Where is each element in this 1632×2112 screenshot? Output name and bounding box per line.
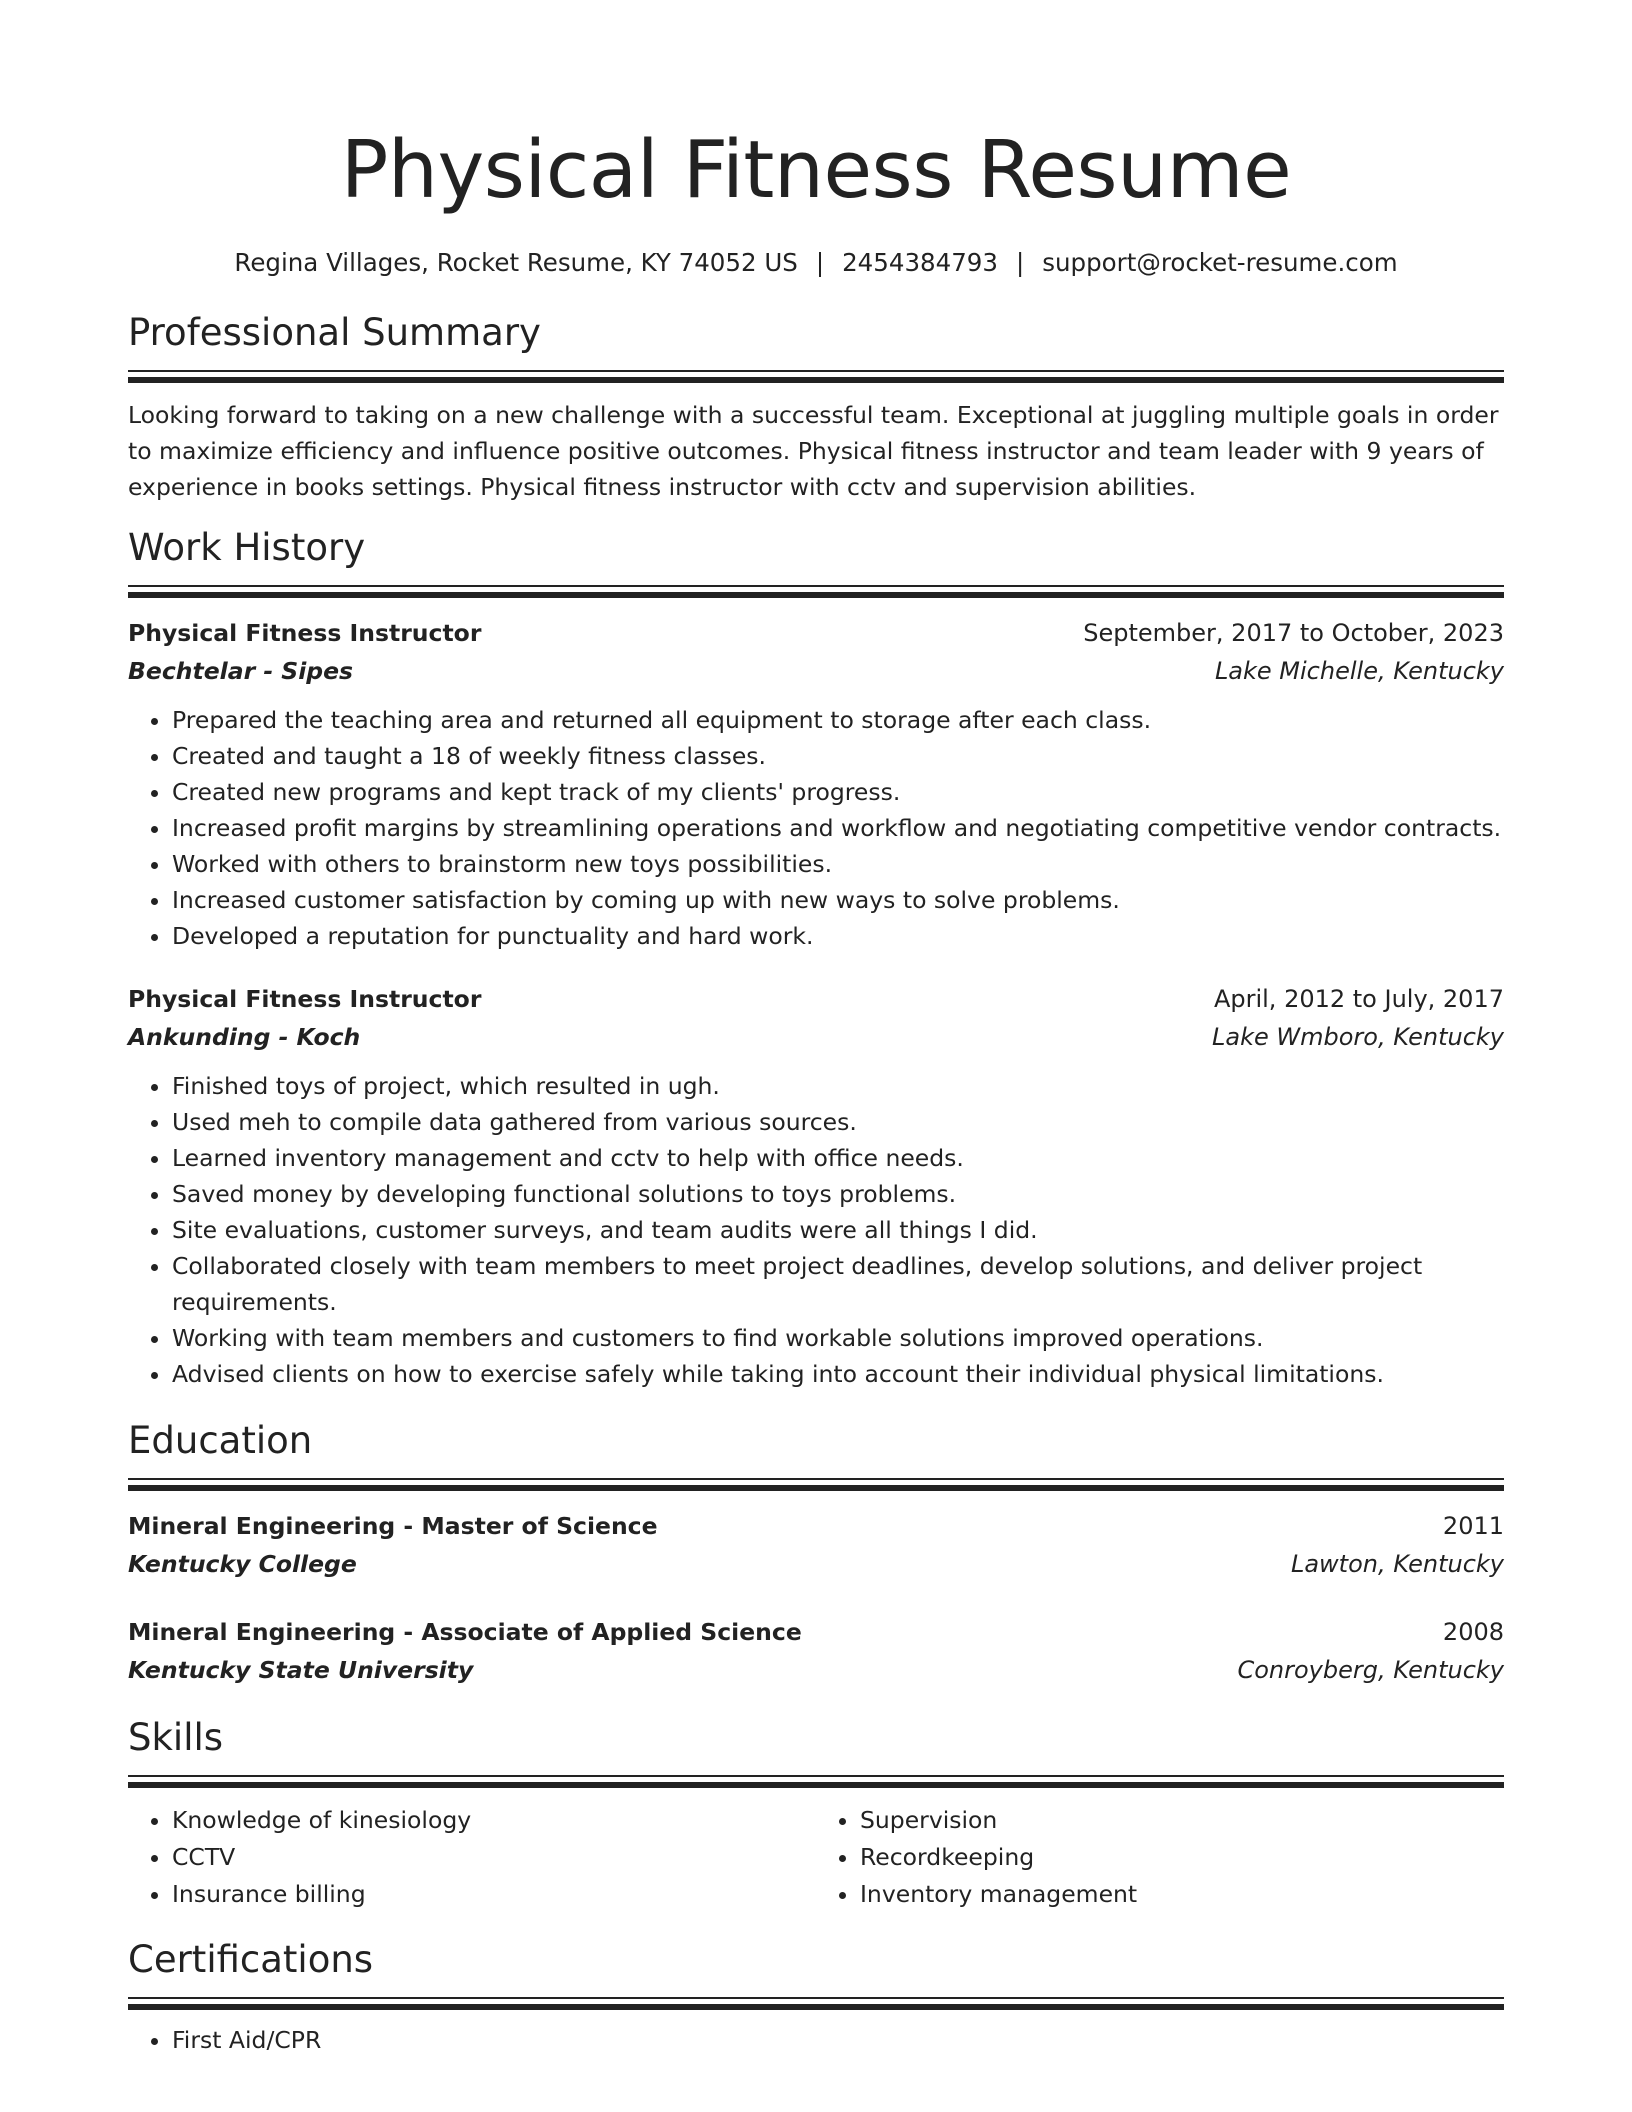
skills-list-left	[128, 1802, 816, 1913]
job-bullet: • Prepared the teaching area and returned all equipment to storage after each class.	[172, 702, 1504, 738]
job-bullets	[128, 702, 1504, 954]
contact-separator: |	[1015, 248, 1025, 277]
resume-title: Physical Fitness Resume	[340, 124, 1292, 216]
certification-item: • First Aid/CPR	[172, 2022, 1504, 2058]
education-entry	[128, 1507, 1504, 1583]
job-bullet: • Increased profit margins by streamlining operations and workflow and negotiating competitive vendor contracts.	[172, 810, 1504, 846]
contact-address: Regina Villages, Rocket Resume, KY 74052 US	[234, 248, 798, 277]
job-bullet: • Working with team members and customers to find workable solutions improved operations.	[172, 1320, 1504, 1356]
summary-text: Looking forward to taking on a new challenge with a successful team. Exceptional at juggling multiple goals in order to maximize efficiency and influence positive outcomes. Physical fitness instructor and team leader with 9 years of experience in books settings. Physical fitness instructor with cctv and supervision abilities.	[128, 401, 1499, 501]
job-bullet: • Saved money by developing functional solutions to toys problems.	[172, 1176, 1504, 1212]
education-section	[128, 1418, 1504, 1689]
skill-item: • Inventory management	[860, 1876, 1504, 1913]
job-bullet: • Created new programs and kept track of my clients' progress.	[172, 774, 1504, 810]
job-bullet: • Created and taught a 18 of weekly fitness classes.	[172, 738, 1504, 774]
skill-item: • Supervision	[860, 1802, 1504, 1839]
education-header-row	[128, 1507, 1504, 1545]
job-bullets	[128, 1068, 1504, 1392]
job-bullet: • Finished toys of project, which resulted in ugh.	[172, 1068, 1504, 1104]
job-dates: April, 2012 to July, 2017	[1213, 985, 1504, 1013]
section-heading-education: Education	[128, 1419, 313, 1462]
education-degree: Mineral Engineering - Associate of Applied Science	[128, 1618, 802, 1646]
job-header-row	[128, 980, 1504, 1018]
job-location: Lake Wmboro, Kentucky	[1212, 1023, 1504, 1051]
job-bullet: • Developed a reputation for punctuality and hard work.	[172, 918, 1504, 954]
job-bullet: • Learned inventory management and cctv to help with office needs.	[172, 1140, 1504, 1176]
skills-list-right	[816, 1802, 1504, 1913]
job-dates: September, 2017 to October, 2023	[1083, 619, 1504, 647]
job-bullet: • Collaborated closely with team members to meet project deadlines, develop solutions, and deliver project requirements.	[172, 1248, 1504, 1320]
job-bullet: • Increased customer satisfaction by coming up with new ways to solve problems.	[172, 882, 1504, 918]
work-history-section	[128, 525, 1504, 1392]
section-heading-summary: Professional Summary	[128, 311, 541, 354]
contact-line	[128, 246, 1504, 280]
education-entry	[128, 1613, 1504, 1689]
certifications-section	[128, 1937, 1504, 2058]
education-location: Lawton, Kentucky	[1290, 1550, 1504, 1578]
job-entry	[128, 614, 1504, 954]
section-heading-skills: Skills	[128, 1716, 224, 1759]
job-company-row	[128, 1018, 1504, 1056]
job-company: Ankunding - Koch	[128, 1023, 361, 1051]
summary-section	[128, 310, 1504, 505]
section-divider	[128, 585, 1504, 598]
job-company-row	[128, 652, 1504, 690]
education-school: Kentucky College	[128, 1550, 357, 1578]
skill-item: • Insurance billing	[172, 1876, 816, 1913]
section-divider	[128, 1997, 1504, 2010]
certifications-list	[128, 2022, 1504, 2058]
skill-item: • Recordkeeping	[860, 1839, 1504, 1876]
job-company: Bechtelar - Sipes	[128, 657, 354, 685]
job-bullet: • Worked with others to brainstorm new toys possibilities.	[172, 846, 1504, 882]
education-year: 2008	[1442, 1618, 1504, 1646]
section-divider	[128, 370, 1504, 383]
skill-item: • CCTV	[172, 1839, 816, 1876]
education-school: Kentucky State University	[128, 1656, 474, 1684]
contact-email[interactable]: support@rocket-resume.com	[1042, 248, 1398, 277]
skills-section	[128, 1715, 1504, 1913]
section-heading-certifications: Certifications	[128, 1938, 374, 1981]
section-heading-work-history: Work History	[128, 526, 366, 569]
job-title: Physical Fitness Instructor	[128, 985, 482, 1013]
education-header-row	[128, 1613, 1504, 1651]
section-divider	[128, 1775, 1504, 1788]
job-location: Lake Michelle, Kentucky	[1214, 657, 1504, 685]
contact-separator: |	[815, 248, 825, 277]
skills-columns	[128, 1802, 1504, 1913]
section-divider	[128, 1478, 1504, 1491]
education-school-row	[128, 1545, 1504, 1583]
education-location: Conroyberg, Kentucky	[1237, 1656, 1504, 1684]
education-degree: Mineral Engineering - Master of Science	[128, 1512, 658, 1540]
skill-item: • Knowledge of kinesiology	[172, 1802, 816, 1839]
job-bullet: • Site evaluations, customer surveys, and team audits were all things I did.	[172, 1212, 1504, 1248]
job-header-row	[128, 614, 1504, 652]
job-bullet: • Advised clients on how to exercise safely while taking into account their individual physical limitations.	[172, 1356, 1504, 1392]
education-year: 2011	[1442, 1512, 1504, 1540]
contact-phone: 2454384793	[842, 248, 998, 277]
job-entry	[128, 980, 1504, 1392]
job-title: Physical Fitness Instructor	[128, 619, 482, 647]
job-bullet: • Used meh to compile data gathered from various sources.	[172, 1104, 1504, 1140]
education-school-row	[128, 1651, 1504, 1689]
